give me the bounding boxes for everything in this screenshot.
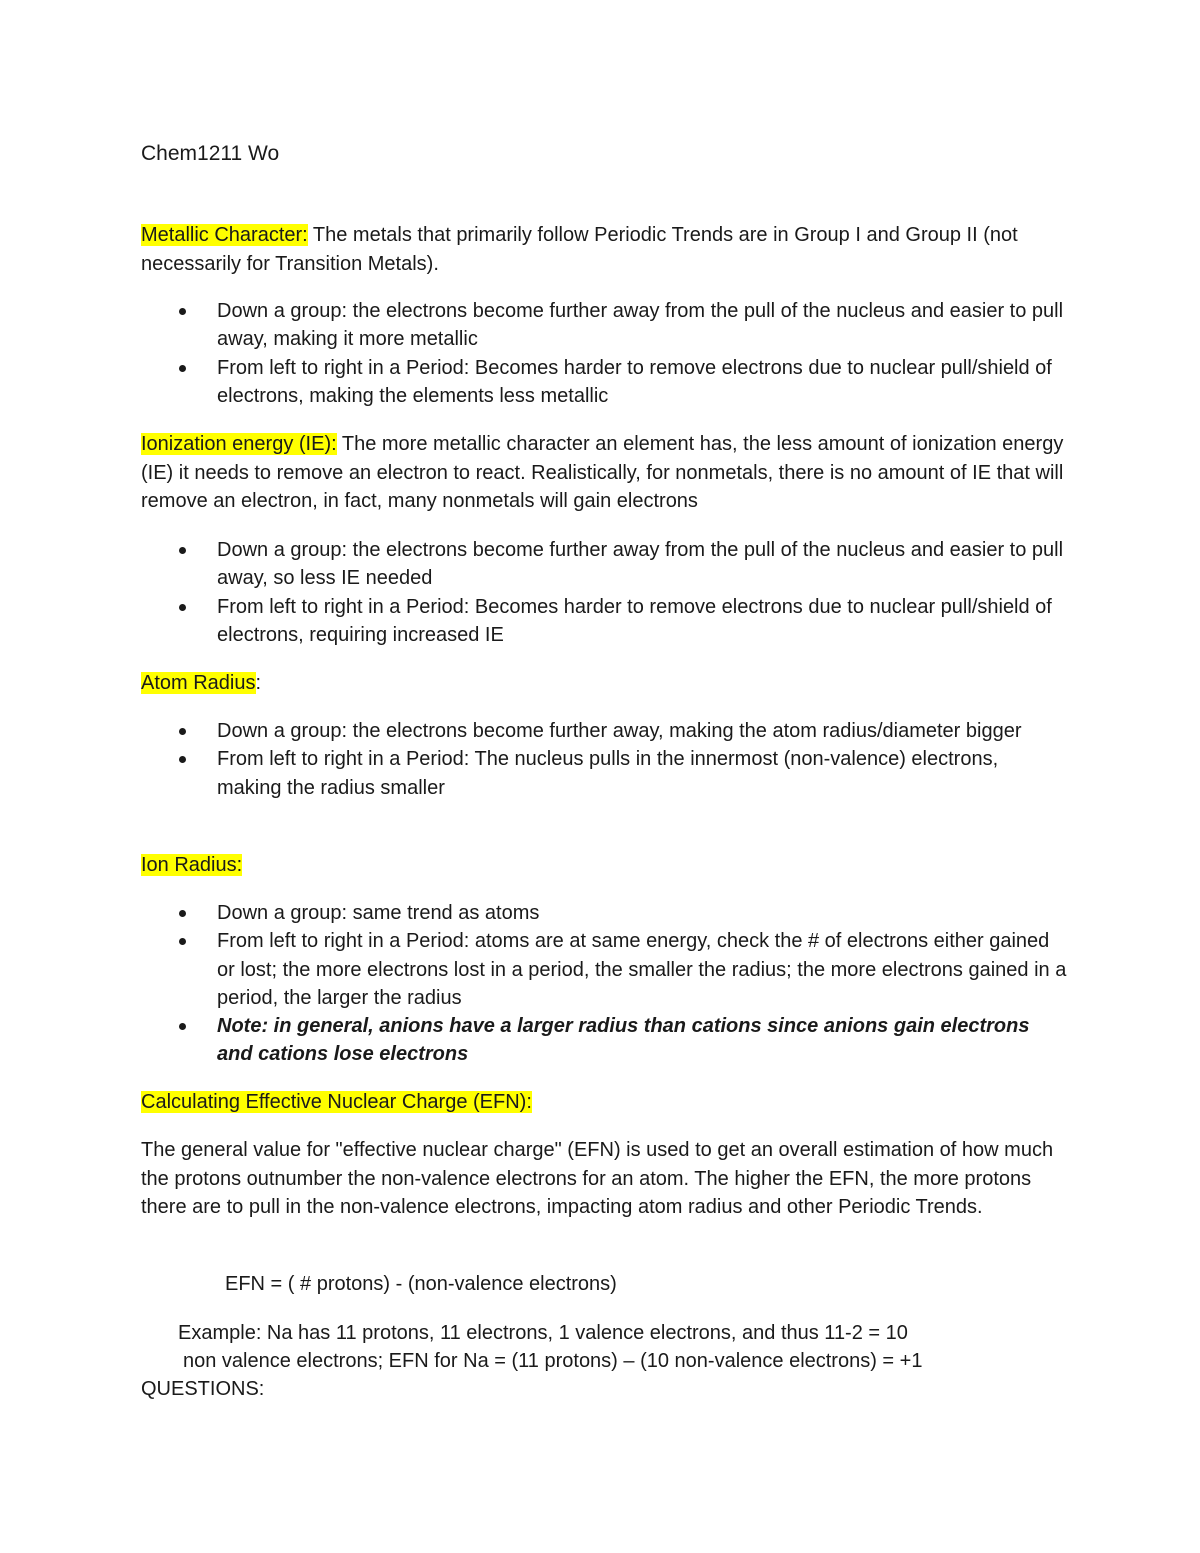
ion-radius-paragraph bbox=[141, 851, 1071, 880]
list-item bbox=[141, 899, 1067, 927]
list-item-text: From left to right in a Period: Becomes harder to remove electrons due to nuclear pull/shield of electrons, making the elements less metallic bbox=[217, 356, 1052, 407]
metallic-paragraph bbox=[141, 221, 1071, 278]
metallic-text: The metals that primarily follow Periodic Trends are in Group I and Group II (not necessarily for Transition Metals). bbox=[141, 224, 1018, 275]
list-item-text: Down a group: the electrons become further away, making the atom radius/diameter bigger bbox=[217, 720, 1022, 742]
list-item bbox=[141, 536, 1067, 593]
ionization-paragraph bbox=[141, 430, 1071, 516]
list-item-text: Down a group: same trend as atoms bbox=[217, 902, 540, 924]
ionization-heading: Ionization energy (IE): bbox=[141, 433, 337, 455]
note-text: Note: in general, anions have a larger radius than cations since anions gain electrons and cations lose electrons bbox=[217, 1015, 1030, 1066]
ion-radius-heading: Ion Radius: bbox=[141, 854, 243, 876]
bullet-icon bbox=[179, 910, 186, 917]
list-item bbox=[141, 927, 1067, 1012]
atom-radius-colon: : bbox=[255, 672, 262, 694]
list-item bbox=[141, 297, 1067, 354]
list-item bbox=[141, 745, 1067, 802]
list-item-note bbox=[141, 1012, 1067, 1069]
bullet-icon bbox=[179, 1023, 186, 1030]
example-line-2: non valence electrons; EFN for Na = (11 protons) – (10 non-valence electrons) = +1 bbox=[183, 1350, 923, 1372]
metallic-bullet-list bbox=[141, 297, 1071, 410]
efn-formula: EFN = ( # protons) - (non-valence electrons) bbox=[225, 1273, 617, 1295]
bullet-icon bbox=[179, 756, 186, 763]
efn-heading: Calculating Effective Nuclear Charge (EFN): bbox=[141, 1091, 532, 1113]
document-title: Chem1211 Wo bbox=[141, 142, 280, 165]
list-item bbox=[141, 717, 1067, 745]
list-item bbox=[141, 593, 1067, 650]
list-item-text: From left to right in a Period: atoms are at same energy, check the # of electrons either gained or lost; the more electrons lost in a period, the smaller the radius; the more electrons gained in a period, the larger the radius bbox=[217, 930, 1067, 1009]
list-item-text: Down a group: the electrons become further away from the pull of the nucleus and easier to pull away, making it more metallic bbox=[217, 300, 1064, 351]
atom-radius-bullet-list bbox=[141, 717, 1071, 802]
ionization-text: The more metallic character an element has, the less amount of ionization energy (IE) it needs to remove an electron to react. Realistically, for nonmetals, there is no amount of IE that will remove an electron, in fact, many nonmetals will gain electrons bbox=[141, 433, 1064, 513]
efn-heading-paragraph bbox=[141, 1088, 1071, 1117]
bullet-icon bbox=[179, 547, 186, 554]
ion-radius-bullet-list bbox=[141, 899, 1071, 1069]
list-item-text: From left to right in a Period: Becomes harder to remove electrons due to nuclear pull/shield of electrons, requiring increased IE bbox=[217, 595, 1052, 646]
atom-radius-paragraph bbox=[141, 669, 1071, 698]
list-item bbox=[141, 354, 1067, 411]
list-item-text: Down a group: the electrons become further away from the pull of the nucleus and easier to pull away, so less IE needed bbox=[217, 539, 1064, 590]
ionization-bullet-list bbox=[141, 536, 1071, 649]
bullet-icon bbox=[179, 728, 186, 735]
bullet-icon bbox=[179, 604, 186, 611]
bullet-icon bbox=[179, 365, 186, 372]
efn-paragraph: The general value for "effective nuclear charge" (EFN) is used to get an overall estimation of how much the protons outnumber the non-valence electrons for an atom. The higher the EFN, the more protons there are to pull in the non-valence electrons, impacting atom radius and other Periodic Trends. bbox=[141, 1139, 1054, 1219]
example-line-1: Example: Na has 11 protons, 11 electrons, 1 valence electrons, and thus 11-2 = 10 bbox=[178, 1322, 908, 1344]
questions-heading: QUESTIONS: bbox=[141, 1378, 265, 1400]
bullet-icon bbox=[179, 308, 186, 315]
bullet-icon bbox=[179, 938, 186, 945]
metallic-heading: Metallic Character: bbox=[141, 224, 308, 246]
atom-radius-heading: Atom Radius bbox=[141, 672, 256, 694]
list-item-text: From left to right in a Period: The nucleus pulls in the innermost (non-valence) electrons, making the radius smaller bbox=[217, 748, 999, 799]
